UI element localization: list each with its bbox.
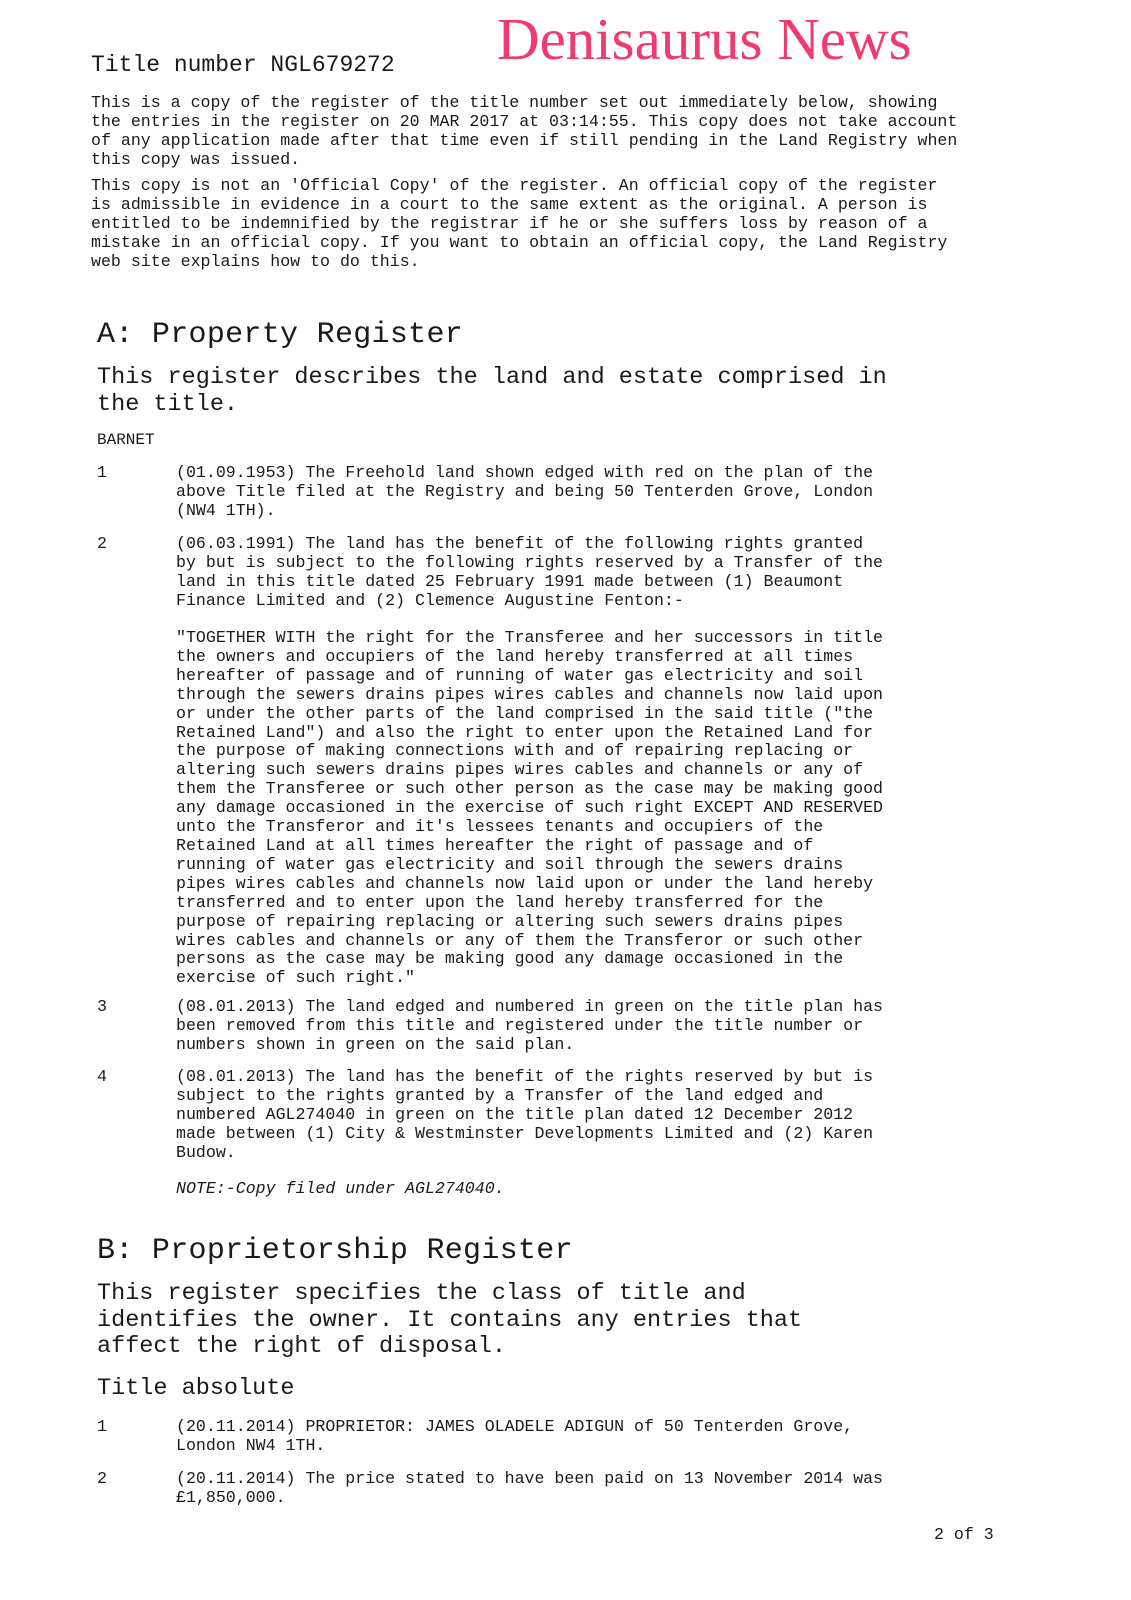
watermark-logo: Denisaurus News [497,6,912,72]
proprietorship-register-heading: B: Proprietorship Register [97,1234,573,1268]
quote-line: purpose of repairing replacing or altering such sewers drains pipes [176,911,844,931]
quote-line: any damage occasioned in the exercise of such right EXCEPT AND RESERVED [176,798,884,818]
entry-line: Budow. [176,1142,236,1162]
quote-line: unto the Transferor and it's lessees tenants and occupiers of the [176,817,824,837]
description-line: This register describes the land and estate comprised in [97,364,887,391]
description-line: identifies the owner. It contains any entries that [97,1306,803,1334]
entry-line: (01.09.1953) The Freehold land shown edged with red on the plan of the [176,463,874,482]
quote-line: "TOGETHER WITH the right for the Transferee and her successors in title [176,628,884,647]
entry-text [176,1418,853,1456]
entry-line: numbered AGL274040 in green on the title plan dated 12 December 2012 [176,1104,854,1124]
entry-text [176,464,873,521]
quote-line: transferred and to enter upon the land hereby transferred for the [176,892,824,912]
quote-line: the purpose of making connections with and of repairing replacing or [176,741,854,761]
intro-line: mistake in an official copy. If you want to obtain an official copy, the Land Registry [91,233,948,252]
property-register-description [97,365,887,418]
entry-line: made between (1) City & Westminster Developments Limited and (2) Karen [176,1123,874,1143]
entry-line: subject to the rights granted by a Transfer of the land edged and [176,1085,824,1105]
entry-number: 3 [97,997,107,1016]
entry-line: Finance Limited and (2) Clemence Augustine Fenton:- [176,590,684,610]
entry-text [176,998,883,1055]
intro-line: the entries in the register on 20 MAR 2017 at 03:14:55. This copy does not take account [91,112,958,131]
description-line: This register specifies the class of title and [97,1280,746,1307]
entry-line: London NW4 1TH. [176,1435,326,1455]
entry-number: 1 [97,1417,107,1436]
quote-line: through the sewers drains pipes wires cables and channels now laid upon [176,684,884,704]
quote-line: Retained Land") and also the right to enter upon the Retained Land for [176,722,874,742]
note-text: NOTE:-Copy filed under AGL274040. [176,1179,505,1198]
intro-paragraph-1 [91,93,1081,169]
quote-line: or under the other parts of the land comprised in the said title ("the [176,703,874,723]
entry-text [176,535,883,611]
intro-line: of any application made after that time even if still pending in the Land Registry when [91,131,958,150]
entry-line: been removed from this title and registered under the title number or [176,1015,864,1035]
quote-line: persons as the case may be making good any damage occasioned in the [176,949,844,969]
quote-line: Retained Land at all times hereafter the right of passage and of [176,835,814,855]
quote-line: exercise of such right." [176,968,415,988]
intro-paragraph-2 [91,176,1081,271]
entry-note-wrapper [176,1180,505,1199]
entry-number: 2 [97,1469,107,1488]
intro-line: is admissible in evidence in a court to the same extent as the original. A person is [91,195,928,214]
page-indicator: 2 of 3 [934,1525,994,1544]
entry-line: (08.01.2013) The land edged and numbered in green on the title plan has [176,997,884,1016]
description-line: affect the right of disposal. [97,1333,506,1360]
intro-line: entitled to be indemnified by the registrar if he or she suffers loss by reason of a [91,214,928,233]
quote-line: wires cables and channels or any of them the Transferor or such other [176,930,864,950]
entry-line: £1,850,000. [176,1487,286,1507]
title-class: Title absolute [97,1375,295,1402]
intro-line: This is a copy of the register of the title number set out immediately below, showing [91,93,938,112]
intro-line: This copy is not an 'Official Copy' of the register. An official copy of the register [91,176,938,195]
intro-line: web site explains how to do this. [91,252,420,271]
proprietorship-register-description [97,1281,802,1361]
district-label: BARNET [97,431,155,449]
entry-line: (06.03.1991) The land has the benefit of the following rights granted [176,534,864,553]
intro-line: this copy was issued. [91,150,301,169]
entry-line: numbers shown in green on the said plan. [176,1034,575,1054]
quote-line: altering such sewers drains pipes wires cables and channels or any of [176,760,864,780]
entry-line: (NW4 1TH). [176,500,276,520]
entry-line: above Title filed at the Registry and being 50 Tenterden Grove, London [176,481,874,501]
entry-line: land in this title dated 25 February 1991 made between (1) Beaumont [176,571,844,591]
description-line: the title. [97,390,239,418]
entry-text [176,1068,873,1163]
quote-line: running of water gas electricity and soil through the sewers drains [176,854,844,874]
quotation-text [176,629,883,988]
title-number: Title number NGL679272 [91,52,395,78]
entry-line: (20.11.2014) PROPRIETOR: JAMES OLADELE ADIGUN of 50 Tenterden Grove, [176,1417,854,1436]
entry-text [176,1470,883,1508]
quote-line: pipes wires cables and channels now laid upon or under the land hereby [176,873,874,893]
entry-line: (08.01.2013) The land has the benefit of the rights reserved by but is [176,1067,874,1086]
entry-number: 4 [97,1067,107,1086]
entry-line: (20.11.2014) The price stated to have been paid on 13 November 2014 was [176,1469,884,1488]
quote-line: them the Transferee or such other person as the case may be making good [176,779,884,799]
quote-line: the owners and occupiers of the land hereby transferred at all times [176,646,854,666]
entry-number: 1 [97,463,107,482]
entry-line: by but is subject to the following rights reserved by a Transfer of the [176,552,884,572]
quote-line: hereafter of passage and of running of water gas electricity and soil [176,665,864,685]
property-register-heading: A: Property Register [97,318,464,352]
entry-number: 2 [97,534,107,553]
